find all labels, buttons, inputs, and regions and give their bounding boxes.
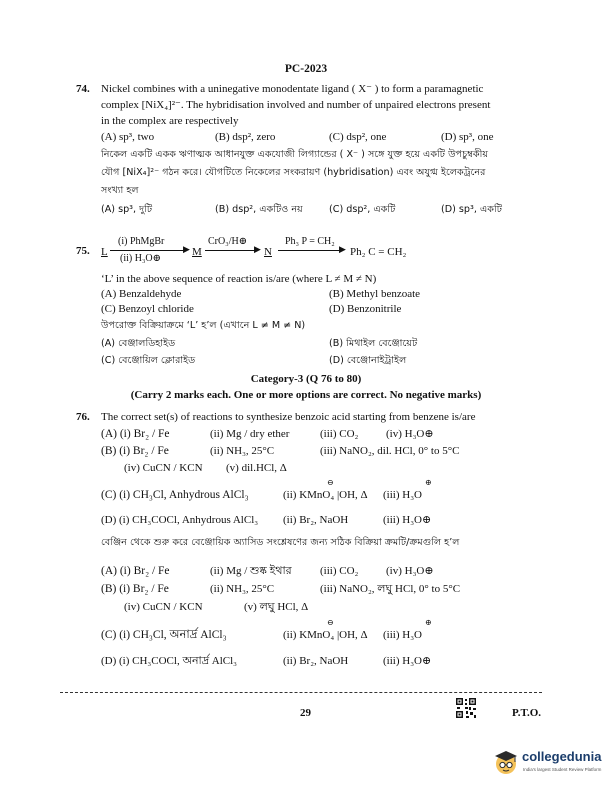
charge-sign: ⊕: [425, 478, 432, 487]
option-b-bengali: (B) dsp², একটিও নয়: [215, 204, 303, 215]
option-d: (D) sp³, one: [441, 131, 494, 143]
option-c-bengali-step-1: (C) (i) CH₃Cl, অনার্দ্র AlCl₃: [101, 629, 227, 641]
question-text-bengali: নিকেল একটি একক ঋণাত্মক আধানযুক্ত একযোজী লিগ্যান্ডের ( X⁻ ) সঙ্গে যুক্ত হয়ে একটি উপচুম্বকীয়: [101, 149, 488, 160]
arrow-head: ▶: [254, 244, 261, 254]
option-d-step-2: (ii) Br₂, NaOH: [283, 514, 349, 526]
option-b-bengali-step-2: (ii) NH₃, 25°C: [210, 583, 275, 595]
option-d-step-3: (iii) H₃O⊕: [383, 514, 432, 526]
option-c-bengali-step-3: (iii) H₃O: [383, 629, 422, 641]
question-text-bengali: উপরোক্ত বিক্রিয়াক্রমে ‘L’ হ’ল (এখানে L ≠ M ≠ N): [101, 320, 306, 331]
option-a-bengali: (A) বেঞ্জালডিহাইড: [101, 338, 176, 349]
option-c-step-1: (C) (i) CH₃Cl, Anhydrous AlCl₃: [101, 489, 249, 501]
question-text-bengali: বেঞ্জিন থেকে শুরু করে বেঞ্জোয়িক অ্যাসিড সংশ্লেষণের জন্য সঠিক বিক্রিয়া ক্রমটি/ক্রমগুলি হ’ল: [101, 537, 460, 548]
final-product: Ph₂ C = CH₂: [350, 246, 407, 258]
option-a-bengali-step-1: (A) (i) Br₂ / Fe: [101, 565, 170, 577]
option-b: (B) Methyl benzoate: [329, 288, 421, 300]
reagent-1-top: (i) PhMgBr: [118, 236, 165, 247]
option-d-bengali: (D) sp³, একটি: [441, 204, 502, 215]
watermark-tagline: India's largest Student Review Platform: [523, 767, 602, 772]
question-text-bengali: সংখ্যা হল: [101, 185, 139, 196]
reaction-arrow-2: [205, 250, 257, 251]
option-b-step-5: (v) dil.HCl, Δ: [226, 462, 287, 474]
option-b-step-3: (iii) NaNO₂, dil. HCl, 0° to 5°C: [320, 445, 460, 457]
question-number: 76.: [76, 411, 90, 423]
option-a-bengali-step-2: (ii) Mg / শুষ্ক ইথার: [210, 565, 292, 577]
option-b-step-4: (iv) CuCN / KCN: [124, 462, 203, 474]
arrow-head: ▶: [183, 244, 190, 254]
reaction-arrow-3: [278, 250, 342, 251]
category-title: Category-3 (Q 76 to 80): [250, 373, 362, 385]
charge-sign: ⊕: [425, 618, 432, 627]
option-d: (D) Benzonitrile: [329, 303, 402, 315]
option-c-bengali-step-2: (ii) KMnO₄ |OH, Δ: [283, 629, 368, 641]
question-text: ‘L’ in the above sequence of reaction is/are (where L ≠ M ≠ N): [101, 273, 377, 285]
option-b-bengali-step-5: (v) লঘু HCl, Δ: [244, 601, 309, 613]
option-a-step-2: (ii) Mg / dry ether: [210, 428, 290, 440]
option-b-bengali: (B) মিথাইল বেঞ্জোয়েট: [329, 338, 418, 349]
option-a-step-3: (iii) CO₂: [320, 428, 359, 440]
question-text: in the complex are respectively: [101, 115, 239, 127]
option-c: (C) dsp², one: [329, 131, 387, 143]
category-subtitle: (Carry 2 marks each. One or more options are correct. No negative marks): [130, 389, 482, 401]
footer-divider: [60, 692, 542, 693]
option-b-bengali-step-1: (B) (i) Br₂ / Fe: [101, 583, 169, 595]
charge-sign: ⊖: [327, 478, 334, 487]
reagent-3-top: Ph₃ P = CH₂: [285, 236, 335, 247]
option-b-step-1: (B) (i) Br₂ / Fe: [101, 445, 169, 457]
question-text: Nickel combines with a uninegative monodentate ligand ( X⁻ ) to form a paramagnetic: [101, 83, 484, 95]
question-number: 74.: [76, 83, 90, 95]
option-d-step-1: (D) (i) CH₃COCl, Anhydrous AlCl₃: [101, 514, 259, 526]
option-b-step-2: (ii) NH₃, 25°C: [210, 445, 275, 457]
page-number: 29: [300, 707, 311, 719]
option-c: (C) Benzoyl chloride: [101, 303, 194, 315]
reagent-1-bottom: (ii) H₃O⊕: [120, 253, 162, 264]
option-a-bengali: (A) sp³, দুটি: [101, 204, 153, 215]
option-a-bengali-step-4: (iv) H₃O⊕: [386, 565, 434, 577]
option-d-bengali-step-1: (D) (i) CH₃COCl, অনার্দ্র AlCl₃: [101, 655, 238, 667]
arrow-head: ▶: [339, 244, 346, 254]
option-c-bengali: (C) বেঞ্জোয়িল ক্লোরাইড: [101, 355, 196, 366]
option-a-bengali-step-3: (iii) CO₂: [320, 565, 359, 577]
option-d-bengali: (D) বেঞ্জোনাইট্রাইল: [329, 355, 407, 366]
option-a: (A) sp³, two: [101, 131, 155, 143]
intermediate-n: N: [264, 246, 272, 258]
intermediate-m: M: [192, 246, 202, 258]
qr-code-icon: [455, 697, 477, 719]
option-c-step-3: (iii) H₃O: [383, 489, 422, 501]
question-number: 75.: [76, 245, 90, 257]
option-d-bengali-step-2: (ii) Br₂, NaOH: [283, 655, 349, 667]
question-text: complex [NiX₄]²⁻. The hybridisation involved and number of unpaired electrons present: [101, 99, 491, 111]
page-header: PC-2023: [284, 63, 328, 75]
option-a: (A) Benzaldehyde: [101, 288, 182, 300]
reagent-2-top: CrO₃/H⊕: [208, 236, 248, 247]
option-c-step-2: (ii) KMnO₄ |OH, Δ: [283, 489, 368, 501]
option-a-step-4: (iv) H₃O⊕: [386, 428, 434, 440]
option-b: (B) dsp², zero: [215, 131, 276, 143]
reaction-arrow-1: [110, 250, 186, 251]
collegedunia-logo-icon: [492, 748, 520, 776]
option-d-bengali-step-3: (iii) H₃O⊕: [383, 655, 432, 667]
option-c-bengali: (C) dsp², একটি: [329, 204, 396, 215]
option-b-bengali-step-4: (iv) CuCN / KCN: [124, 601, 203, 613]
reactant-l: L: [101, 246, 108, 258]
watermark-brand: collegedunia: [522, 749, 602, 764]
option-b-bengali-step-3: (iii) NaNO₂, লঘু HCl, 0° to 5°C: [320, 583, 461, 595]
question-text-bengali: যৌগ [NiX₄]²⁻ গঠন করে। যৌগটিতে নিকেলের সংকরায়ণ (hybridisation) এবং অযুগ্ম ইলেকট্রনের: [101, 167, 486, 178]
charge-sign: ⊖: [327, 618, 334, 627]
question-text: The correct set(s) of reactions to synthesize benzoic acid starting from benzene is/are: [101, 411, 476, 423]
pto-label: P.T.O.: [512, 707, 542, 719]
option-a-step-1: (A) (i) Br₂ / Fe: [101, 428, 170, 440]
